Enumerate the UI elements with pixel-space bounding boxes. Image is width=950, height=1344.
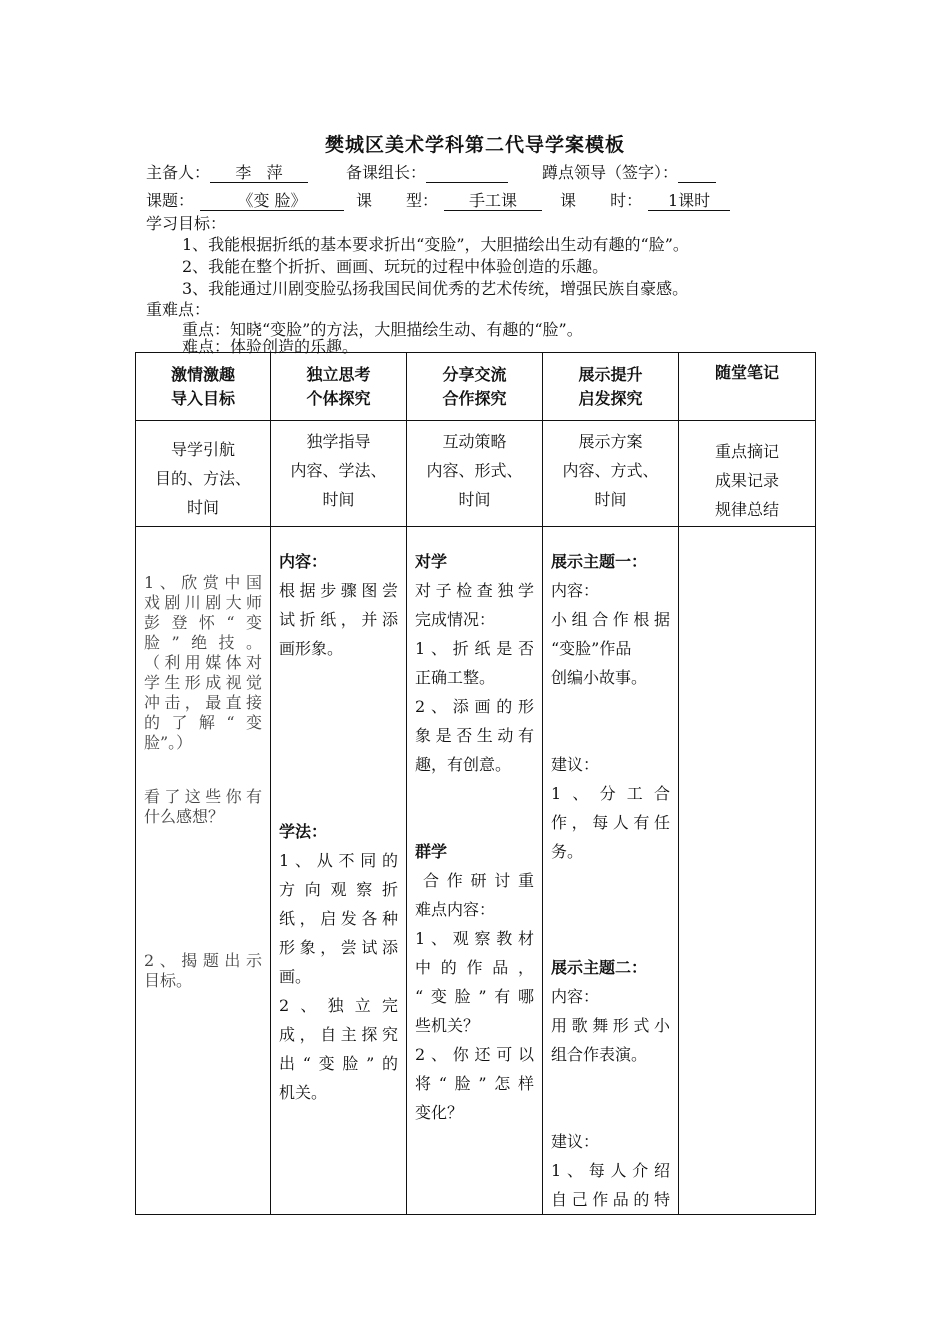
content-cell-showcase: 展示主题一： 内容： 小组合作根据 “变脸”作品 创编小故事。 建议： 1、分工合 作，每人有任 务。 展示主题二： 内容： 用歌舞形式小 组合作表演。 建议： 1、每人介绍 自己作品的特 xyxy=(543,527,679,1215)
topic-value: 《变 脸》 xyxy=(200,192,344,211)
content-cell-cooperative: 对学 对子检查独学 完成情况： 1、折纸是否 正确工整。 2、添画的形 象是否生动有 趣，有创意。 群学 合作研讨重 难点内容： 1、观察教材 中的作品， “变脸”有哪 些机关？ 2、你还可以 将“脸”怎样 变化？ xyxy=(407,527,543,1215)
content-cell-intro: 1、欣赏中国 戏剧川剧大师 彭登怀“变 脸”绝技。 （利用媒体对 学生形成视觉 冲击，最直接 的了解“变 脸”。） 看了这些你有 什么感想？ 2、揭题出示 目标。 xyxy=(136,527,271,1215)
content-cell-independent: 内容： 根据步骤图尝 试折纸，并添 画形象。 学法： 1、从不同的 方向观察折 纸，启发各种 形象，尝试添 画。 2、独立完 成，自主探究 出“变脸”的 机关。 xyxy=(271,527,407,1215)
topic-line xyxy=(146,188,730,211)
header-cell-cooperative: 分享交流 合作探究 xyxy=(407,353,543,421)
supervisor-label: 蹲点领导（签字）： xyxy=(542,163,679,182)
supervisor-blank xyxy=(678,164,716,183)
hours-value: 1课时 xyxy=(648,192,730,211)
type-value: 手工课 xyxy=(444,192,542,211)
topic-label: 课题： xyxy=(146,191,195,210)
group-leader-label: 备课组长： xyxy=(346,163,427,182)
hours-label-2: 时： xyxy=(610,191,643,210)
subheader-cell: 重点摘记 成果记录 规律总结 xyxy=(679,421,816,527)
hours-label-1: 课 xyxy=(560,191,577,210)
preparer-line xyxy=(146,160,716,183)
type-label-2: 型： xyxy=(406,191,439,210)
difficult-point: 难点：体验创造的乐趣。 xyxy=(182,337,359,356)
page-title: 樊城区美术学科第二代导学案模板 xyxy=(324,134,625,156)
objective-item: 3、我能通过川剧变脸弘扬我国民间优秀的艺术传统，增强民族自豪感。 xyxy=(182,279,689,298)
group-leader-blank xyxy=(426,164,508,183)
type-label-1: 课 xyxy=(356,191,373,210)
key-points-heading: 重难点： xyxy=(146,300,211,319)
header-cell-independent: 独立思考 个体探究 xyxy=(271,353,407,421)
lesson-plan-table xyxy=(135,352,816,1215)
header-cell-notes: 随堂笔记 xyxy=(679,353,816,421)
subheader-cell: 导学引航 目的、方法、 时间 xyxy=(136,421,271,527)
preparer-label: 主备人： xyxy=(146,163,211,182)
objectives-heading: 学习目标： xyxy=(146,214,227,233)
subheader-cell: 独学指导 内容、学法、 时间 xyxy=(271,421,407,527)
objective-item: 2、我能在整个折折、画画、玩玩的过程中体验创造的乐趣。 xyxy=(182,257,609,276)
content-cell-notes[interactable] xyxy=(679,527,816,1215)
objective-item: 1、我能根据折纸的基本要求折出“变脸”，大胆描绘出生动有趣的“脸”。 xyxy=(182,235,689,254)
header-cell-showcase: 展示提升 启发探究 xyxy=(543,353,679,421)
preparer-value: 李 萍 xyxy=(210,164,308,183)
subheader-cell: 展示方案 内容、方式、 时间 xyxy=(543,421,679,527)
subheader-cell: 互动策略 内容、形式、 时间 xyxy=(407,421,543,527)
header-cell-intro: 激情激趣 导入目标 xyxy=(136,353,271,421)
key-point: 重点：知晓“变脸”的方法，大胆描绘生动、有趣的“脸”。 xyxy=(182,320,583,339)
